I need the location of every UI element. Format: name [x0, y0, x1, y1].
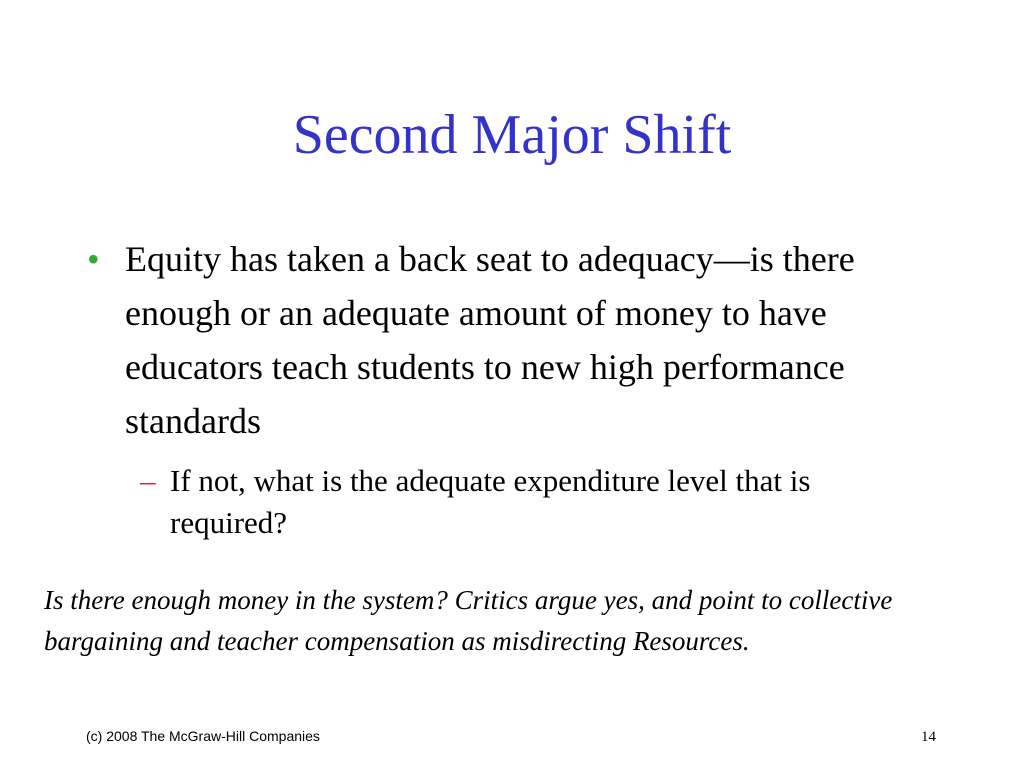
bullet-text: Equity has taken a back seat to adequacy—is there enough or an adequate amount of money to have educators teach students to new high performance standards [125, 239, 855, 441]
bullet-item [87, 232, 927, 448]
sub-bullet-item [140, 460, 900, 544]
italic-note: Is there enough money in the system? Critics argue yes, and point to collective bargaining and teacher compensation as misdirecting Resources. [44, 585, 893, 656]
sub-bullet-text: If not, what is the adequate expenditure level that is required? [170, 463, 811, 540]
slide-title: Second Major Shift [292, 104, 732, 166]
footer-copyright: (c) 2008 The McGraw-Hill Companies [86, 728, 320, 744]
page-number: 14 [921, 729, 936, 745]
bullet-marker: • [87, 239, 100, 279]
sub-bullet-marker: – [140, 463, 156, 498]
